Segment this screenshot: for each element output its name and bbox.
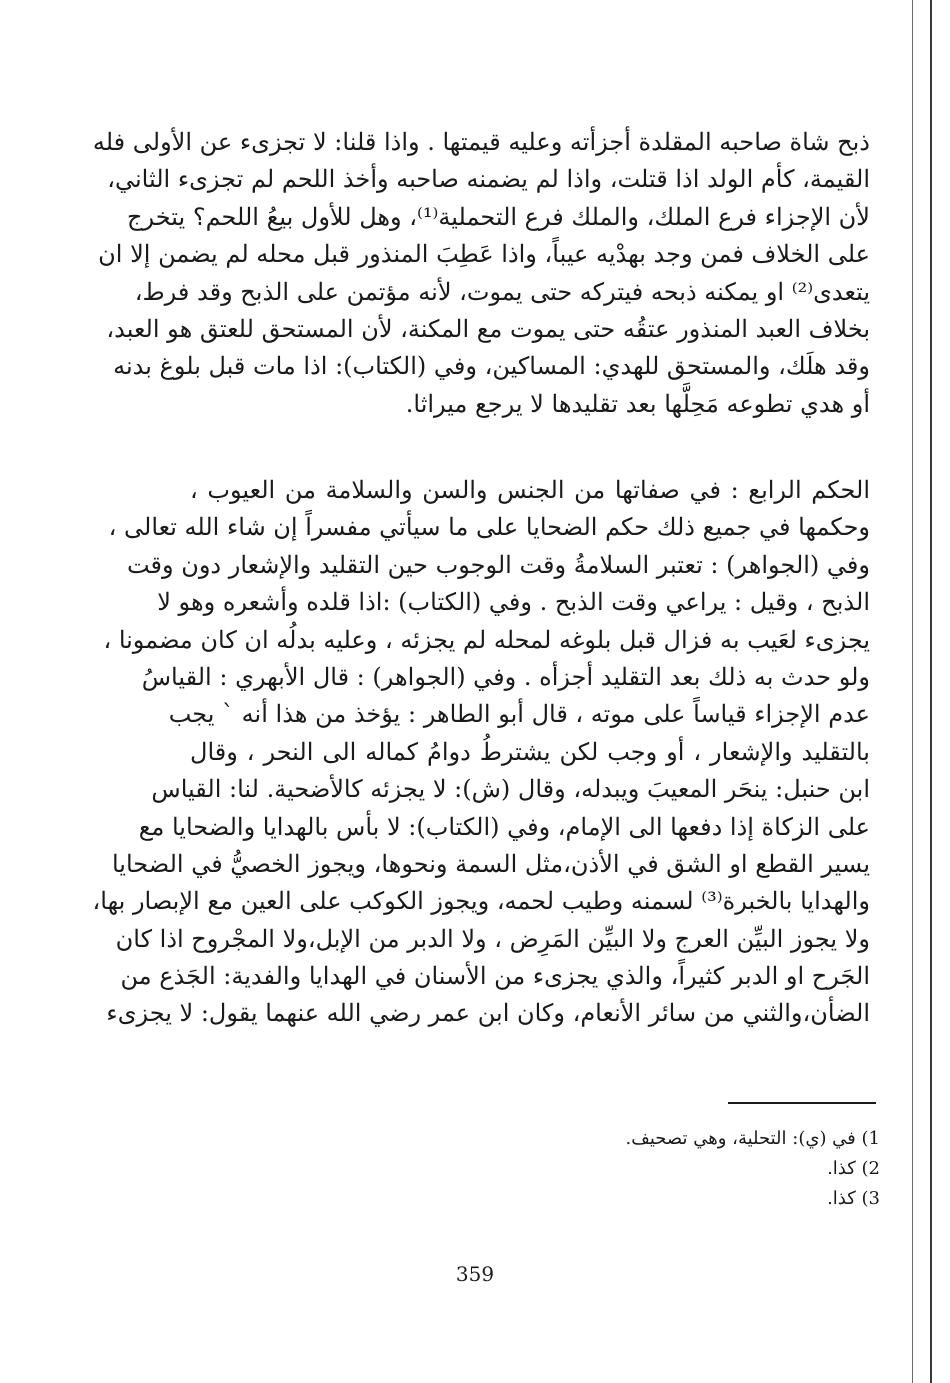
paragraph-2 — [92, 472, 870, 1033]
text-line: الضأن،والثني من سائر الأنعام، وكان ابن عمر رضي الله عنهما يقول: لا يجزىء — [106, 999, 870, 1028]
text-line: ولا يجوز البيِّن العرج ولا البيِّن المَرِض ، ولا الدبر من الإبل،ولا المجْروح اذا كان — [115, 924, 870, 953]
page-edge-line-inner — [912, 0, 913, 1383]
footnote-separator — [728, 1102, 876, 1104]
footnotes — [380, 1124, 880, 1214]
text-line: بالتقليد والإشعار ، أو وجب لكن يشترطُ دوامُ كماله الى النحر ، وقال — [190, 737, 870, 766]
footnote: 3) كذا. — [827, 1188, 880, 1209]
page-number: 359 — [455, 1262, 495, 1286]
text-line: ابن حنبل: ينحَر المعيبَ ويبدله، وقال (ش): لا يجزئه كالأضحية. لنا: القياس — [151, 775, 870, 804]
text-line: لأن الإجزاء فرع الملك، والملك فرع التحملية⁽¹⁾، وهل للأول بيعُ اللحم؟ يتخرج — [127, 202, 870, 231]
text-line: أو هدي تطوعه مَحِلَّها بعد تقليدها لا يرجع ميراثا. — [405, 389, 870, 418]
text-line: يتعدى⁽²⁾ او يمكنه ذبحه فيتركه حتى يموت، لأنه مؤتمن على الذبح وقد فرط، — [134, 277, 870, 306]
text-line: وقد هلَك، والمستحق للهدي: المساكين، وفي (الكتاب): اذا مات قبل بلوغ بدنه — [113, 352, 870, 381]
text-line: الذبح ، وقيل : يراعي وقت الذبح . وفي (الكتاب) :اذا قلده وأشعره وهو لا — [157, 588, 870, 617]
footnote: 2) كذا. — [827, 1158, 880, 1179]
text-line: على الخلاف فمن وجد بهدْيه عيباً، واذا عَطِبَ المنذور قبل محله لم يضمن إلا ان — [98, 240, 870, 269]
text-line: ذبح شاة صاحبه المقلدة أجزأته وعليه قيمتها . واذا قلنا: لا تجزىء عن الأولى فله — [92, 128, 870, 156]
text-line: يسير القطع او الشق في الأذن،مثل السمة ونحوها، ويجوز الخصيُّ في الضحايا — [111, 849, 870, 878]
text-line: بخلاف العبد المنذور عتقُه حتى يموت مع المكنة، لأن المستحق للعتق هو العبد، — [106, 314, 870, 343]
text-line: وفي (الجواهر) : تعتبر السلامةُ وقت الوجوب حين التقليد والإشعار دون وقت — [126, 550, 870, 579]
text-line: والهدايا بالخبرة⁽³⁾ لسمنه وطيب لحمه، ويجوز الكوكب على العين مع الإبصار بها، — [92, 887, 870, 916]
text-line: عدم الإجزاء قياساً على موته ، قال أبو الطاهر : يؤخذ من هذا أنه ` يجب — [168, 700, 870, 729]
text-line: ولو حدث به ذلك بعد التقليد أجزأه . وفي (الجواهر) : قال الأبهري : القياسُ — [141, 662, 870, 691]
text-line: الحكم الرابع : في صفاتها من الجنس والسن والسلامة من العيوب ، — [190, 476, 870, 504]
text-line: يجزىء لعَيب به فزال قبل بلوغه لمحله لم يجزئه ، وعليه بدلُه ان كان مضمونا ، — [103, 625, 870, 654]
paragraph-1 — [92, 124, 870, 423]
text-line: القيمة، كأم الولد اذا قتلت، واذا لم يضمنه صاحبه وأخذ اللحم لم تجزىء الثاني، — [107, 165, 870, 194]
footnote: 1) في (ي): التحلية، وهي تصحيف. — [625, 1128, 880, 1149]
text-line: وحكمها في جميع ذلك حكم الضحايا على ما سيأتي مفسراً إن شاء الله تعالى ، — [108, 513, 870, 542]
text-line: الجَرح او الدبر كثيراً، والذي يجزىء من الأسنان في الهدايا والفدية: الجَذع من — [120, 962, 870, 991]
text-line: على الزكاة إذا دفعها الى الإمام، وفي (الكتاب): لا بأس بالهدايا والضحايا مع — [138, 812, 870, 841]
page-edge-line-outer — [930, 0, 932, 1383]
